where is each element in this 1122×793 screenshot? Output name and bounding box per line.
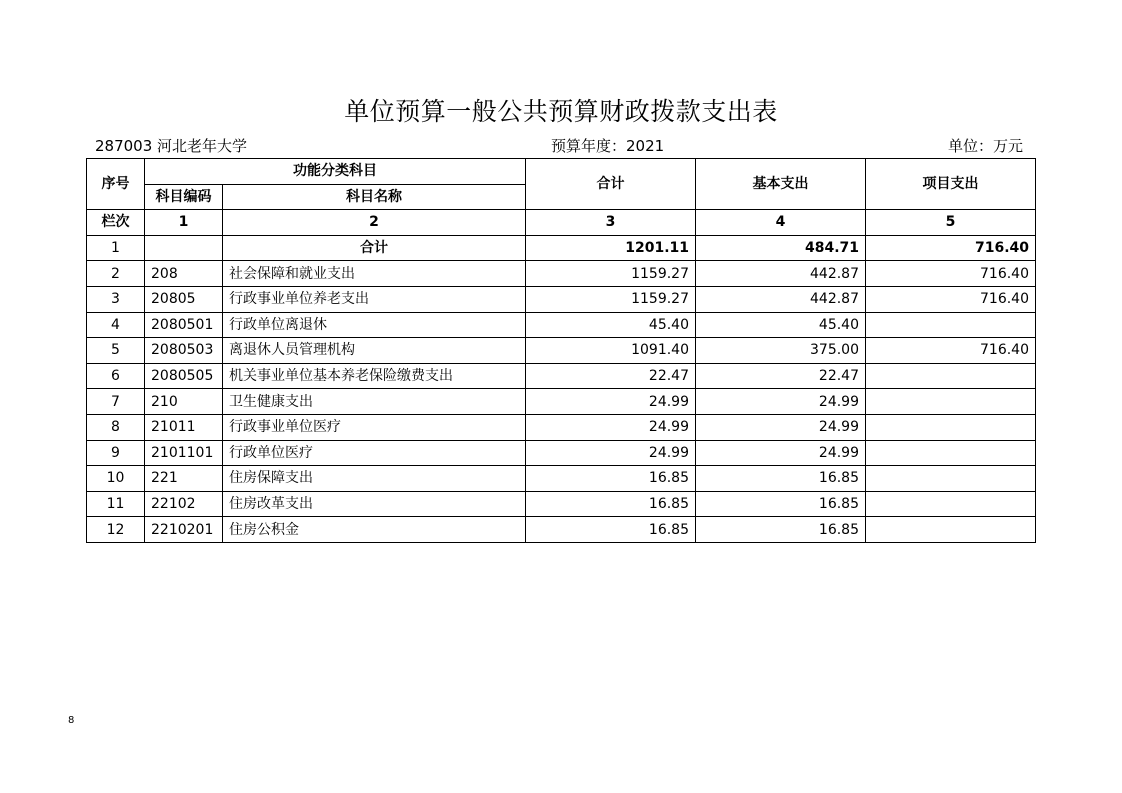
row-total: 1159.27 <box>526 261 696 287</box>
row-basic: 375.00 <box>696 338 866 364</box>
row-name: 行政事业单位养老支出 <box>223 286 526 312</box>
row-code: 20805 <box>145 286 223 312</box>
row-basic: 22.47 <box>696 363 866 389</box>
row-basic: 484.71 <box>696 235 866 261</box>
row-seq: 9 <box>87 440 145 466</box>
row-basic: 16.85 <box>696 466 866 492</box>
row-name: 行政事业单位医疗 <box>223 414 526 440</box>
row-total: 24.99 <box>526 440 696 466</box>
table-row <box>87 312 1036 338</box>
row-code: 221 <box>145 466 223 492</box>
header-func-category: 功能分类科目 <box>145 159 526 185</box>
table-row-total <box>87 235 1036 261</box>
row-code: 2080501 <box>145 312 223 338</box>
row-name: 社会保障和就业支出 <box>223 261 526 287</box>
row-seq: 3 <box>87 286 145 312</box>
row-basic: 24.99 <box>696 440 866 466</box>
row-code: 2101101 <box>145 440 223 466</box>
table-row <box>87 286 1036 312</box>
column-index-4: 4 <box>696 210 866 236</box>
table-row <box>87 491 1036 517</box>
table-row <box>87 338 1036 364</box>
row-basic: 442.87 <box>696 286 866 312</box>
row-project <box>866 517 1036 543</box>
row-seq: 4 <box>87 312 145 338</box>
table-row <box>87 261 1036 287</box>
row-code: 210 <box>145 389 223 415</box>
row-project <box>866 363 1036 389</box>
row-total: 16.85 <box>526 466 696 492</box>
row-basic: 16.85 <box>696 517 866 543</box>
row-project <box>866 414 1036 440</box>
row-seq: 11 <box>87 491 145 517</box>
row-name: 住房公积金 <box>223 517 526 543</box>
row-basic: 442.87 <box>696 261 866 287</box>
header-code: 科目编码 <box>145 184 223 210</box>
column-index-1: 1 <box>145 210 223 236</box>
row-code: 21011 <box>145 414 223 440</box>
row-total: 16.85 <box>526 517 696 543</box>
row-seq: 1 <box>87 235 145 261</box>
row-name: 行政单位医疗 <box>223 440 526 466</box>
row-name: 离退休人员管理机构 <box>223 338 526 364</box>
row-code: 22102 <box>145 491 223 517</box>
table-row <box>87 389 1036 415</box>
row-total: 45.40 <box>526 312 696 338</box>
header-total: 合计 <box>526 159 696 210</box>
header-seq: 序号 <box>87 159 145 210</box>
row-seq: 2 <box>87 261 145 287</box>
column-index-2: 2 <box>223 210 526 236</box>
row-project: 716.40 <box>866 235 1036 261</box>
row-code: 2080503 <box>145 338 223 364</box>
row-basic: 24.99 <box>696 389 866 415</box>
row-total: 24.99 <box>526 414 696 440</box>
row-basic: 24.99 <box>696 414 866 440</box>
row-seq: 5 <box>87 338 145 364</box>
page-title: 单位预算一般公共预算财政拨款支出表 <box>344 97 778 126</box>
currency-unit-label: 单位：万元 <box>948 137 1024 155</box>
column-index-3: 3 <box>526 210 696 236</box>
row-name: 住房保障支出 <box>223 466 526 492</box>
column-index-label: 栏次 <box>87 210 145 236</box>
row-name: 卫生健康支出 <box>223 389 526 415</box>
row-total: 1201.11 <box>526 235 696 261</box>
row-seq: 6 <box>87 363 145 389</box>
row-code: 208 <box>145 261 223 287</box>
row-total: 24.99 <box>526 389 696 415</box>
row-project <box>866 312 1036 338</box>
row-seq: 8 <box>87 414 145 440</box>
row-total: 22.47 <box>526 363 696 389</box>
table-row <box>87 517 1036 543</box>
row-seq: 7 <box>87 389 145 415</box>
page-number: 8 <box>68 715 75 726</box>
row-project <box>866 389 1036 415</box>
row-code: 2210201 <box>145 517 223 543</box>
row-name: 合计 <box>223 235 526 261</box>
row-project: 716.40 <box>866 261 1036 287</box>
column-index-row <box>87 210 1036 236</box>
row-project: 716.40 <box>866 338 1036 364</box>
row-name: 行政单位离退休 <box>223 312 526 338</box>
table-row <box>87 466 1036 492</box>
header-project: 项目支出 <box>866 159 1036 210</box>
row-project <box>866 491 1036 517</box>
row-total: 1159.27 <box>526 286 696 312</box>
row-code: 2080505 <box>145 363 223 389</box>
budget-year-label: 预算年度：2021 <box>551 137 665 155</box>
header-name: 科目名称 <box>223 184 526 210</box>
expenditure-table <box>86 158 1036 543</box>
row-name: 住房改革支出 <box>223 491 526 517</box>
row-total: 1091.40 <box>526 338 696 364</box>
row-project <box>866 440 1036 466</box>
table-row <box>87 414 1036 440</box>
row-total: 16.85 <box>526 491 696 517</box>
row-basic: 16.85 <box>696 491 866 517</box>
header-basic: 基本支出 <box>696 159 866 210</box>
row-seq: 12 <box>87 517 145 543</box>
table-row <box>87 363 1036 389</box>
header-row-1 <box>87 159 1036 185</box>
row-name: 机关事业单位基本养老保险缴费支出 <box>223 363 526 389</box>
row-project: 716.40 <box>866 286 1036 312</box>
unit-label: 287003 河北老年大学 <box>95 137 248 155</box>
row-seq: 10 <box>87 466 145 492</box>
row-project <box>866 466 1036 492</box>
row-code <box>145 235 223 261</box>
table-row <box>87 440 1036 466</box>
row-basic: 45.40 <box>696 312 866 338</box>
column-index-5: 5 <box>866 210 1036 236</box>
